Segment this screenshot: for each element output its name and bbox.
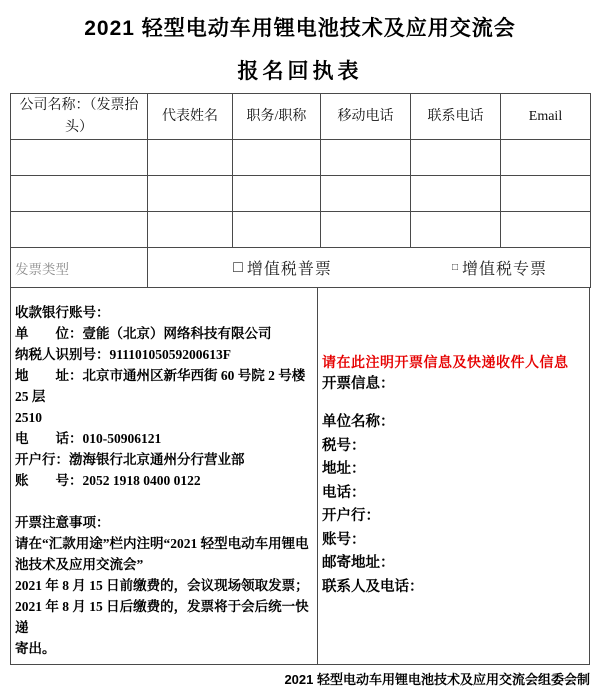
- invoice-fields-list: [322, 411, 587, 599]
- input-cell-position[interactable]: [233, 176, 321, 212]
- after-deadline-note: 2021 年 8 月 15 日后缴费的，发票将于会后统一快递: [15, 599, 309, 635]
- input-cell-mobile[interactable]: [321, 212, 411, 248]
- field-unit-name[interactable]: 单位名称：: [322, 414, 395, 430]
- input-cell-phone[interactable]: [411, 212, 501, 248]
- remittance-note-line: 请在“汇款用途”栏内注明“2021 轻型电动车用锂电: [15, 536, 309, 551]
- invoice-info-note: 请在此注明开票信息及快递收件人信息: [322, 354, 569, 370]
- before-deadline-note: 2021 年 8 月 15 日前缴费的，会议现场领取发票；: [15, 578, 309, 593]
- table-row: [11, 140, 591, 176]
- invoice-info-heading: 开票信息：: [322, 376, 395, 392]
- remittance-note-line-cont: 池技术及应用交流会”: [15, 557, 144, 572]
- spacer-line: [15, 491, 312, 512]
- column-header-position: 职务/职称: [233, 94, 321, 140]
- bank-unit-line: 单 位：壹能（北京）网络科技有限公司: [15, 326, 272, 341]
- input-cell-position[interactable]: [233, 140, 321, 176]
- field-account-number[interactable]: 账号：: [322, 531, 366, 548]
- field-address[interactable]: 地址：: [322, 461, 366, 477]
- invoice-option-vat-special[interactable]: [369, 256, 586, 279]
- invoice-option-label: 增值税普票: [246, 261, 332, 278]
- column-header-contact-phone: 联系电话: [411, 94, 501, 140]
- form-title: 2021 轻型电动车用锂电池技术及应用交流会: [84, 17, 516, 40]
- table-row: [11, 176, 591, 212]
- input-cell-phone[interactable]: [411, 176, 501, 212]
- invoice-notes-heading: 开票注意事项：: [15, 515, 110, 530]
- input-cell-company[interactable]: [11, 212, 148, 248]
- invoice-type-row: [11, 248, 591, 288]
- attendee-table: [10, 93, 591, 288]
- checkbox-icon[interactable]: □: [233, 258, 244, 276]
- footer-credit: 2021 轻型电动车用锂电池技术及应用交流会组委会制: [284, 672, 590, 687]
- column-header-representative: 代表姓名: [148, 94, 233, 140]
- input-cell-company[interactable]: [11, 176, 148, 212]
- table-row: [11, 212, 591, 248]
- bank-info-cell: [11, 288, 318, 664]
- bank-branch-line: 开户行：渤海银行北京通州分行营业部: [15, 452, 245, 467]
- form-subtitle: 报名回执表: [237, 60, 363, 83]
- input-cell-name[interactable]: [148, 176, 233, 212]
- tax-id-line: 纳税人识别号：91110105059200613F: [15, 347, 232, 362]
- input-cell-email[interactable]: [501, 140, 591, 176]
- field-phone[interactable]: 电话：: [322, 484, 366, 501]
- invoice-info-cell: [318, 288, 589, 664]
- invoice-option-label: 增值税专票: [462, 261, 548, 278]
- invoice-option-vat-regular[interactable]: [152, 256, 369, 279]
- field-mailing-address[interactable]: 邮寄地址：: [322, 555, 395, 571]
- input-cell-email[interactable]: [501, 176, 591, 212]
- input-cell-email[interactable]: [501, 212, 591, 248]
- after-deadline-note-cont: 寄出。: [15, 641, 56, 656]
- input-cell-name[interactable]: [148, 212, 233, 248]
- input-cell-name[interactable]: [148, 140, 233, 176]
- column-header-company: 公司名称：（发票抬头）: [11, 94, 148, 140]
- address-line: 地 址：北京市通州区新华西街 60 号院 2 号楼 25 层: [15, 368, 306, 404]
- phone-line: 电 话：010-50906121: [15, 431, 162, 446]
- field-bank-branch[interactable]: 开户行：: [322, 508, 380, 524]
- account-number-line: 账 号：2052 1918 0400 0122: [15, 473, 201, 488]
- column-header-email: Email: [501, 94, 591, 140]
- payment-and-invoice-section: [10, 288, 590, 665]
- bank-account-heading: 收款银行账号：: [15, 305, 110, 320]
- invoice-type-label: 发票类型: [11, 248, 148, 288]
- input-cell-mobile[interactable]: [321, 176, 411, 212]
- column-header-mobile: 移动电话: [321, 94, 411, 140]
- address-line-cont: 2510: [15, 410, 42, 425]
- table-header-row: [11, 94, 591, 140]
- input-cell-phone[interactable]: [411, 140, 501, 176]
- field-contact-person[interactable]: 联系人及电话：: [322, 578, 424, 595]
- input-cell-position[interactable]: [233, 212, 321, 248]
- checkbox-icon[interactable]: □: [451, 261, 460, 273]
- field-tax-number[interactable]: 税号：: [322, 437, 366, 454]
- invoice-type-options-cell: [148, 248, 591, 288]
- input-cell-company[interactable]: [11, 140, 148, 176]
- input-cell-mobile[interactable]: [321, 140, 411, 176]
